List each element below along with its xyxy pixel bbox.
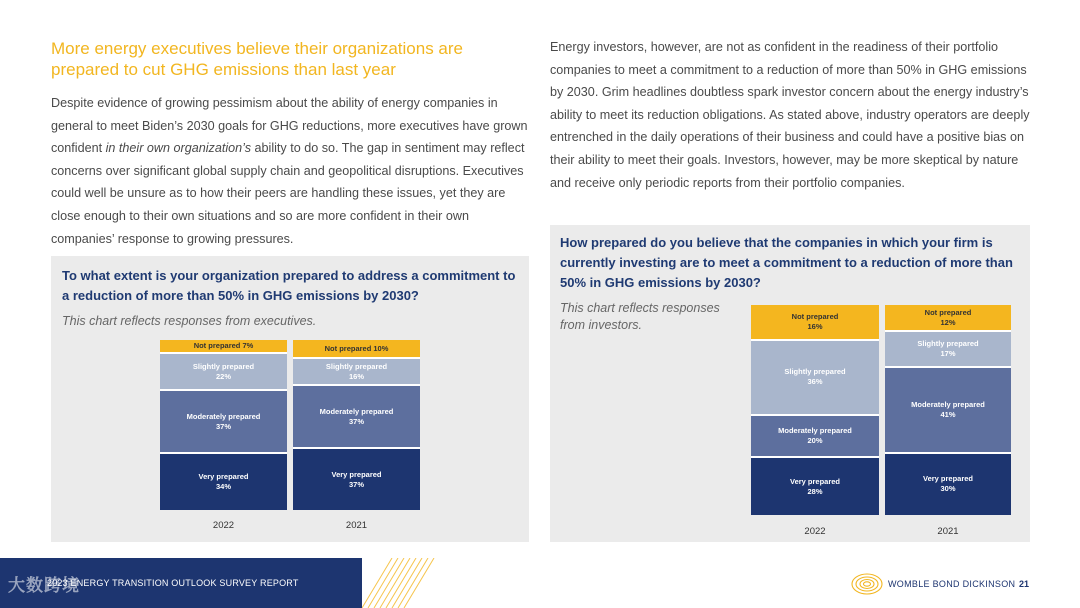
year-label: 2021 [345, 520, 368, 531]
executives-chart-title: To what extent is your organization prepared to address a commitment to a reduction of more than 50% in GHG emissions by 2030? [62, 268, 516, 303]
segment-label: Very prepared [922, 474, 974, 484]
segment-value: 20% [807, 436, 823, 446]
bar-2022 [160, 340, 287, 510]
bar-segment-very-prepared [885, 452, 1011, 515]
year-label: 2022 [804, 526, 826, 537]
page-number: 21 [1019, 579, 1030, 589]
right-column [550, 36, 1030, 194]
segment-value: 36% [807, 377, 823, 387]
footer-stripes-decoration [362, 558, 442, 608]
investors-chart-panel [550, 225, 1030, 542]
bar-segment-moderately-prepared [160, 389, 287, 452]
page-footer [0, 558, 1080, 608]
segment-label: Slightly prepared [784, 367, 846, 377]
executives-chart-subtitle: This chart reflects responses from executives. [62, 314, 317, 328]
year-label: 2021 [937, 526, 959, 537]
bar-segment-not-prepared [160, 340, 287, 352]
segment-label: Moderately prepared [778, 426, 852, 436]
bar-segment-not-prepared [293, 340, 420, 357]
bar-segment-very-prepared [160, 452, 287, 510]
bar-segment-slightly-prepared [751, 339, 879, 415]
left-paragraph-part-a: Despite evidence of growing pessimism about the ability of energy companies in general to meet Biden’s 2030 goals for GHG reductions, more executives have grown confident [51, 96, 528, 156]
segment-label: Moderately prepared [319, 406, 394, 416]
year-label: 2022 [212, 520, 235, 531]
segment-label: Not prepared 7% [193, 340, 254, 350]
left-paragraph [51, 92, 529, 250]
segment-value: 37% [348, 479, 364, 489]
segment-value: 12% [940, 317, 956, 327]
segment-label: Slightly prepared [917, 339, 979, 349]
brand-name: WOMBLE BOND DICKINSON [888, 579, 1016, 589]
report-title: 2023 ENERGY TRANSITION OUTLOOK SURVEY REPORT [47, 578, 299, 588]
segment-value: 37% [348, 416, 364, 426]
segment-value: 41% [940, 409, 956, 419]
investors-chart-title: How prepared do you believe that the companies in which your firm is currently investing are to meet a commitment to a reduction of more than 50% in GHG emissions by 2030? [560, 235, 1013, 290]
right-paragraph: Energy investors, however, are not as confident in the readiness of their portfolio companies to meet a commitment to a reduction of more than 50% in GHG emissions by 2030. Grim headlines doubtless spark investor concern about the energy industry’s ability to meet its reduction obligations. As stated above, industry operators are deeply entrenched in the daily operations of their business and could have a positive bias on their ability to meet their goals. Investors, however, may be more skeptical by nature and receive only periodic reports from their portfolio companies. [550, 40, 1030, 190]
bar-segment-slightly-prepared [885, 330, 1011, 366]
segment-label: Not prepared 10% [324, 343, 389, 353]
watermark-text: 大数跨境 [8, 576, 80, 595]
bar-segment-moderately-prepared [293, 384, 420, 447]
segment-label: Slightly prepared [192, 361, 255, 371]
left-paragraph-emphasis: in their own organization’s [105, 141, 252, 156]
segment-value: 28% [807, 486, 823, 496]
bar-segment-slightly-prepared [160, 352, 287, 389]
section-heading: More energy executives believe their organizations are prepared to cut GHG emissions than last year [51, 39, 464, 79]
bar-segment-slightly-prepared [293, 357, 420, 384]
bar-segment-very-prepared [293, 447, 420, 510]
brand-logo [850, 571, 1040, 597]
segment-label: Moderately prepared [186, 411, 261, 421]
bar-segment-moderately-prepared [885, 366, 1011, 452]
bar-2021 [293, 340, 420, 510]
segment-label: Not prepared [924, 307, 972, 317]
segment-label: Slightly prepared [325, 361, 388, 371]
bar-segment-not-prepared [751, 305, 879, 339]
investors-chart-subtitle: This chart reflects responses from investors. [560, 301, 720, 332]
segment-label: Very prepared [789, 476, 841, 486]
bar-segment-moderately-prepared [751, 414, 879, 456]
segment-value: 30% [940, 484, 956, 494]
segment-value: 16% [348, 371, 364, 381]
segment-label: Moderately prepared [911, 399, 985, 409]
bar-segment-not-prepared [885, 305, 1011, 330]
segment-value: 37% [215, 421, 231, 431]
left-column [51, 38, 529, 250]
segment-label: Very prepared [198, 472, 249, 482]
segment-value: 34% [215, 482, 231, 492]
left-paragraph-part-b: ability to do so. The gap in sentiment may reflect concerns over significant global supply chain and geopolitical disruptions. Executives could well be unsure as to how their peers are handling these issues, yet they are close enough to their own situations and so are more confident in their own companies’ response to growing pressures. [51, 141, 525, 246]
segment-value: 22% [215, 371, 231, 381]
bar-segment-very-prepared [751, 456, 879, 515]
executives-chart-panel [51, 256, 529, 542]
footer-band [0, 558, 362, 608]
segment-value: 17% [940, 349, 956, 359]
bar-2022 [751, 305, 879, 515]
brand-swirl-icon [850, 571, 884, 597]
segment-value: 16% [807, 321, 823, 331]
bar-2021 [885, 305, 1011, 515]
segment-label: Very prepared [331, 469, 382, 479]
segment-label: Not prepared [791, 311, 839, 321]
